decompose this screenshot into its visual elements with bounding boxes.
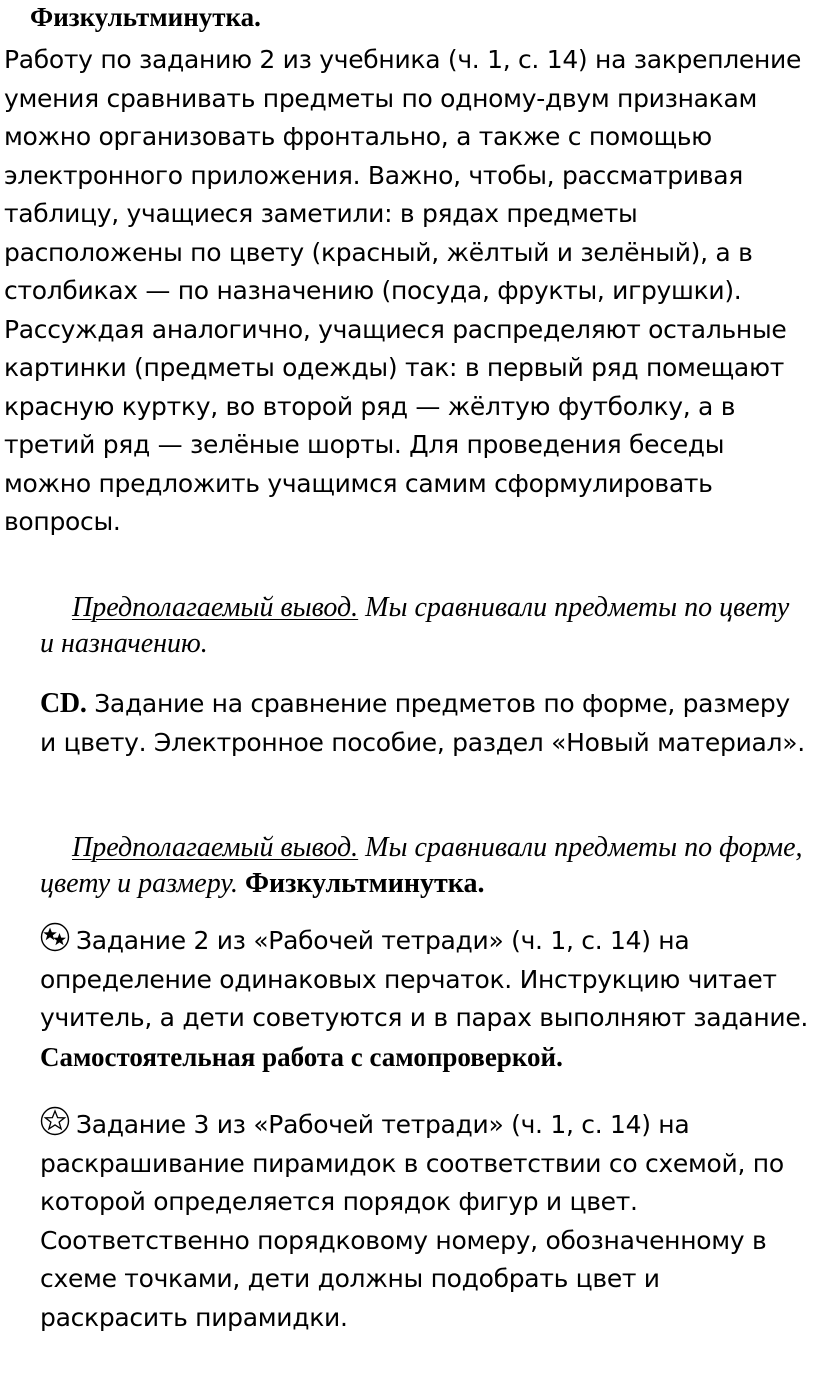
task-3-text: Задание 3 из «Рабочей тетради» (ч. 1, с. 14) на раскрашивание пирамидок в соответствии со схемой, по которой определяется порядок фигур и цвет. Соответственно порядковому номеру, обозначенному в схеме точками, дети должны подобрать цвет и раскрасить пирамидки.: [40, 1110, 784, 1332]
conclusion-1: [40, 590, 800, 662]
two-stars-icon: [40, 922, 70, 952]
cd-paragraph: [40, 685, 810, 762]
conclusion-label: Предполагаемый вывод.: [72, 592, 359, 623]
conclusion-text: Мы сравнивали предметы по цвету и назначению.: [40, 592, 790, 659]
star-outline-icon: [40, 1106, 70, 1136]
cd-label: CD.: [40, 688, 87, 719]
heading-independent-work: Самостоятельная работа с самопроверкой.: [40, 1041, 563, 1072]
paragraph-task2-textbook: Работу по заданию 2 из учебника (ч. 1, с. 14) на закрепление умения сравнивать предметы по одному-двум признакам можно организовать фронтально, а также с помощью электронного приложения. Важно, чтобы, рассматривая таблицу, учащиеся заметили: в рядах предметы расположены по цвету (красный, жёлтый и зелёный), а в столбиках — по назначению (посуда, фрукты, игрушки). Рассуждая аналогично, учащиеся распределяют остальные картинки (предметы одежды) так: в первый ряд помещают красную куртку, во второй ряд — жёлтую футболку, а в третий ряд — зелёные шорты. Для проведения беседы можно предложить учащимся самим сформулировать вопросы.: [4, 45, 802, 536]
conclusion-text: Мы сравнивали предметы по форме, цвету и размеру.: [40, 832, 803, 899]
task-2-workbook: [40, 922, 815, 1077]
task-3-workbook: [40, 1106, 810, 1337]
task-2-text: Задание 2 из «Рабочей тетради» (ч. 1, с. 14) на определение одинаковых перчаток. Инструкцию читает учитель, а дети советуются и в парах выполняют задание.: [40, 926, 809, 1032]
heading-fizkultminutka: Физкультминутка.: [30, 2, 261, 32]
conclusion-2: [40, 830, 810, 902]
cd-text: Задание на сравнение предметов по форме, размеру и цвету. Электронное пособие, раздел «Новый материал».: [40, 689, 805, 757]
conclusion-label: Предполагаемый вывод.: [72, 832, 359, 863]
heading-fizkultminutka: Физкультминутка.: [237, 868, 485, 899]
